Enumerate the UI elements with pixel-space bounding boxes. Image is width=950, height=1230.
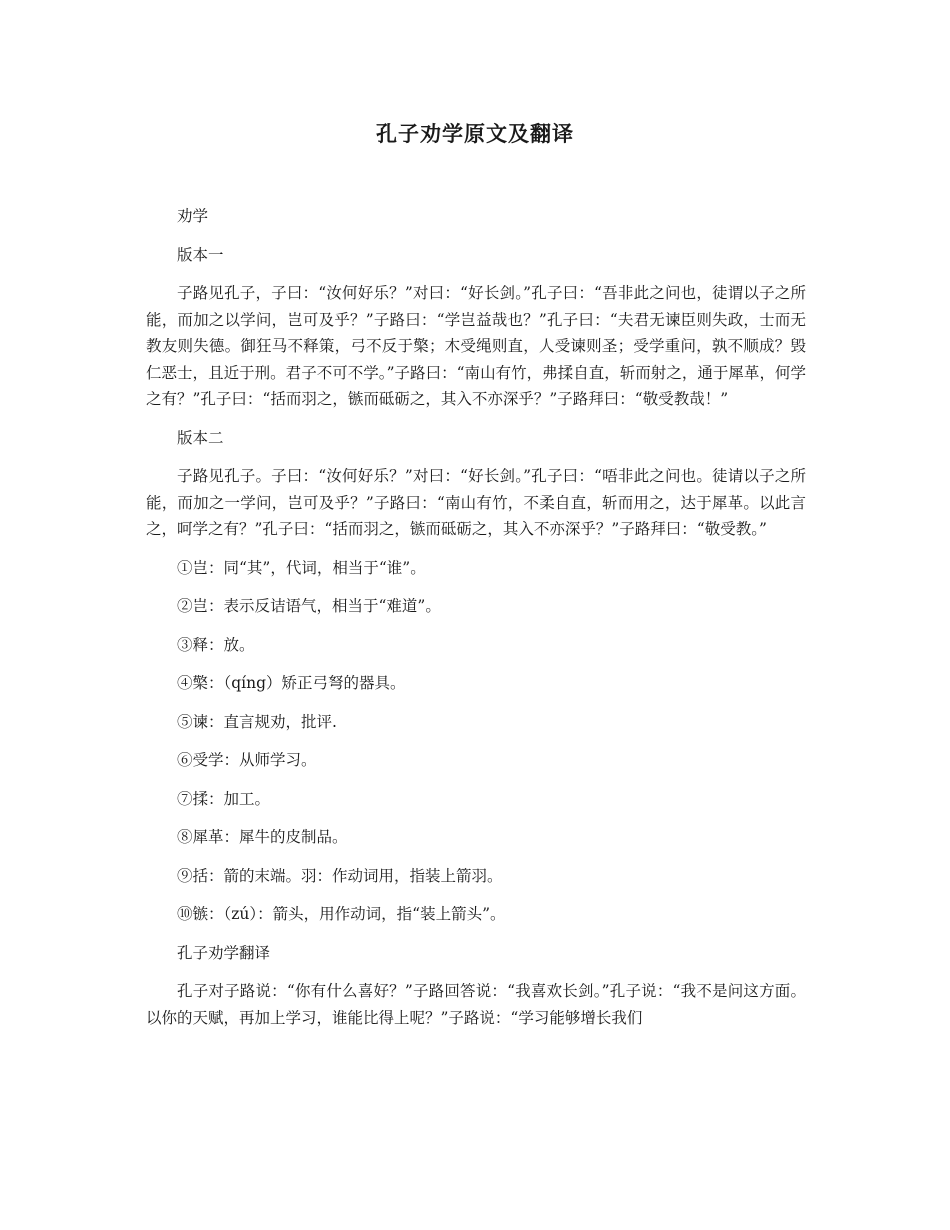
note-item: ④檠：（qíng）矫正弓弩的器具。 <box>177 674 406 692</box>
note-item: ⑤谏：直言规劝，批评. <box>177 712 337 731</box>
note-item: ⑩镞：（zú）：箭头，用作动词，指“装上箭头”。 <box>177 905 506 923</box>
note-item: ①岂：同“其”，代词，相当于“谁”。 <box>177 558 426 577</box>
note-item: ⑧犀革：犀牛的皮制品。 <box>177 828 348 846</box>
note-item: ⑥受学：从师学习。 <box>177 751 317 769</box>
heading-quanxue: 劝学 <box>177 207 209 225</box>
version2-label: 版本二 <box>177 428 224 447</box>
version1-paragraph: 子路见孔子，子曰：“汝何好乐？”对曰：“好长剑。”孔子曰：“吾非此之问也，徒谓以子之所能，而加之以学问，岂可及乎？”子路曰：“学岂益哉也？”孔子曰：“夫君无谏臣则失政，士而无教友则失德。御狂马不释策，弓不反于檠；木受绳则直，人受谏则圣；受学重问，孰不顺成？毁仁恶士，且近于刑。君子不可不学。”子路曰：“南山有竹，弗揉自直，斩而射之，通于犀革，何学之有？”孔子曰：“括而羽之，镞而砥砺之，其入不亦深乎？”子路拜曰：“敬受教哉！” <box>146 284 806 408</box>
document-body <box>146 203 806 1031</box>
version2-paragraph: 子路见孔子。子曰：“汝何好乐？”对曰：“好长剑。”孔子曰：“唔非此之问也。徒请以子之所能，而加之一学问，岂可及乎？”子路曰：“南山有竹，不柔自直，斩而用之，达于犀革。以此言之，呵学之有？”孔子曰：“括而羽之，镞而砥砺之，其入不亦深乎？”子路拜曰：“敬受教。” <box>146 467 806 538</box>
note-item: ⑨括：箭的末端。羽：作动词用，指装上箭羽。 <box>177 866 503 885</box>
translation-paragraph: 孔子对子路说：“你有什么喜好？”子路回答说：“我喜欢长剑。”孔子说：“我不是问这方面。以你的天赋，再加上学习，谁能比得上呢？”子路说：“学习能够增长我们 <box>146 982 806 1027</box>
page-title: 孔子劝学原文及翻译 <box>376 121 574 146</box>
note-item: ⑦揉：加工。 <box>177 789 271 808</box>
note-item: ②岂：表示反诘语气，相当于“难道”。 <box>177 597 441 615</box>
version1-label: 版本一 <box>177 245 224 264</box>
note-item: ③释：放。 <box>177 635 255 654</box>
translation-heading: 孔子劝学翻译 <box>177 943 271 962</box>
